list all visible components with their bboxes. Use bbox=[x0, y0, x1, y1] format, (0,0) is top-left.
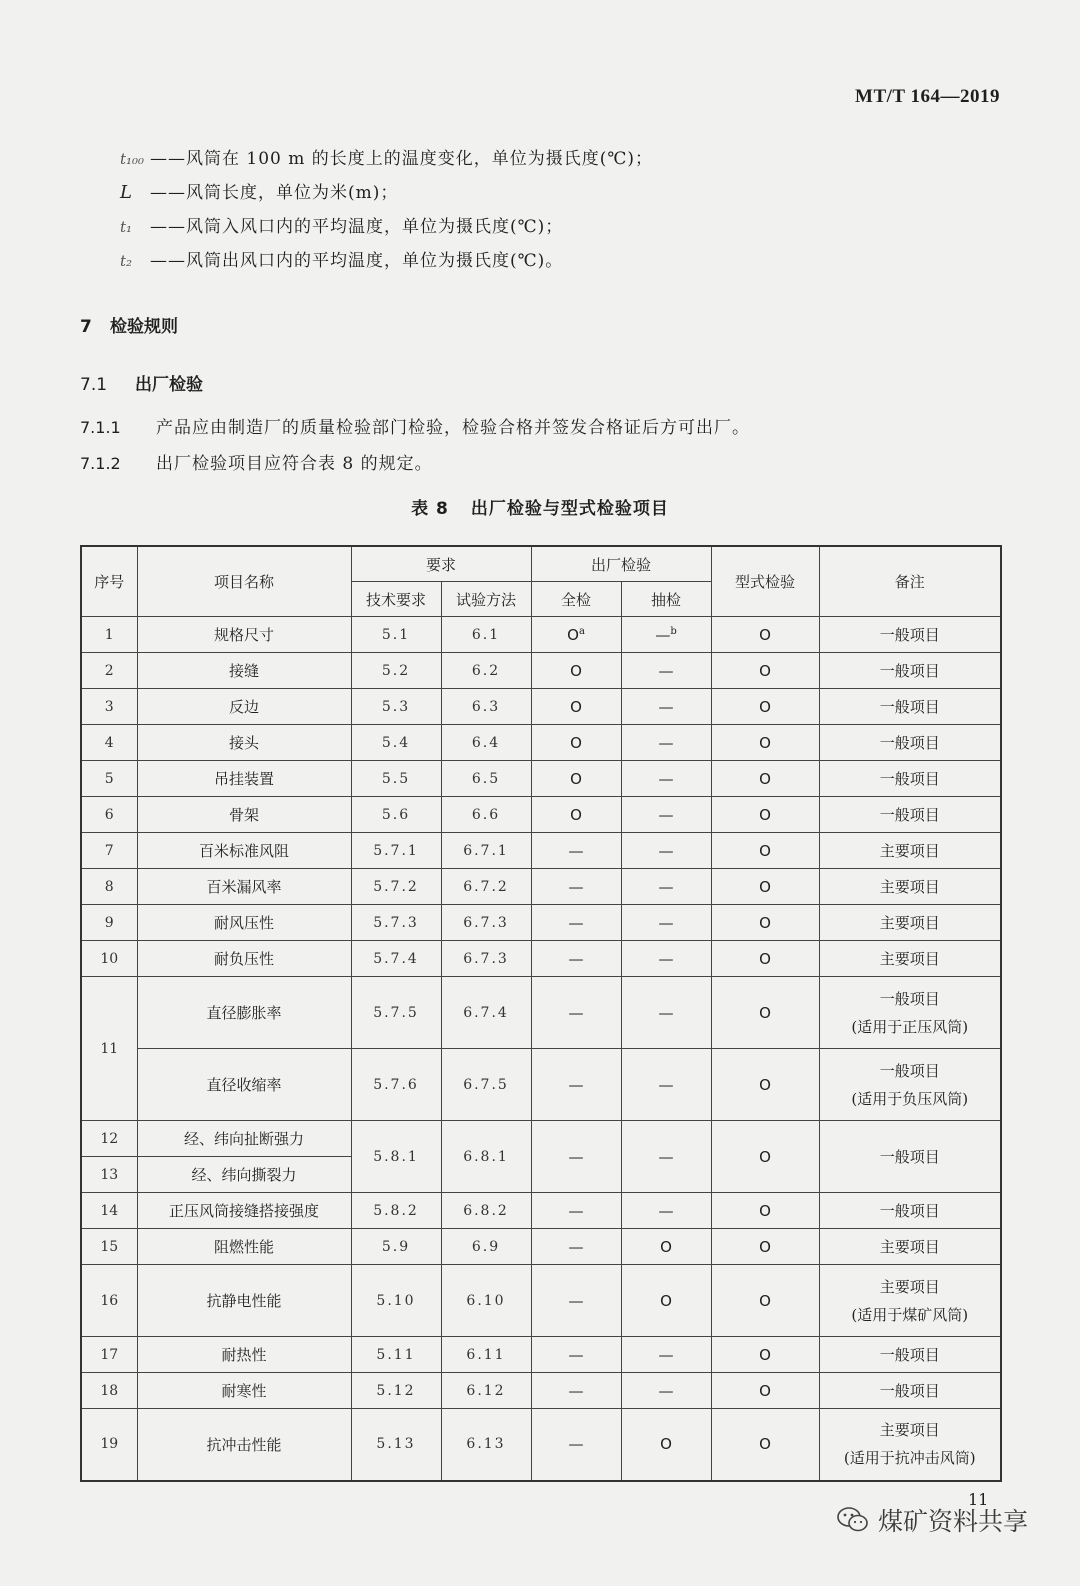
table-row bbox=[81, 761, 1001, 797]
cell-remark: 一般项目 bbox=[819, 1193, 1001, 1229]
cell-full: — bbox=[531, 1049, 621, 1121]
cell-tech: 5.10 bbox=[351, 1265, 441, 1337]
cell-tech: 5.12 bbox=[351, 1373, 441, 1409]
cell-name: 规格尺寸 bbox=[137, 617, 351, 653]
cell-tech: 5.2 bbox=[351, 653, 441, 689]
cell-seq: 14 bbox=[81, 1193, 137, 1229]
cell-seq: 18 bbox=[81, 1373, 137, 1409]
cell-sample: — bbox=[621, 725, 711, 761]
definition-text: ——风筒在 100 m 的长度上的温度变化，单位为摄氏度(℃)； bbox=[150, 149, 654, 169]
cell-full: — bbox=[531, 1193, 621, 1229]
cell-sample: — bbox=[621, 833, 711, 869]
header-requirement: 要求 bbox=[351, 546, 531, 582]
cell-sample: — bbox=[621, 941, 711, 977]
definition-text: ——风筒出风口内的平均温度，单位为摄氏度(℃)。 bbox=[150, 251, 564, 271]
cell-type: O bbox=[711, 833, 819, 869]
header-test-method: 试验方法 bbox=[441, 582, 531, 617]
cell-sample: — bbox=[621, 1049, 711, 1121]
clause-number: 7.1.1 bbox=[80, 418, 121, 437]
cell-method: 6.10 bbox=[441, 1265, 531, 1337]
table-caption bbox=[0, 494, 1080, 519]
cell-full: — bbox=[531, 869, 621, 905]
remark-note: (适用于抗冲击风筒) bbox=[843, 1449, 976, 1468]
remark-line: 一般项目 bbox=[879, 989, 940, 1008]
cell-sample: O bbox=[621, 1265, 711, 1337]
table-row bbox=[81, 1229, 1001, 1265]
table-row bbox=[81, 1337, 1001, 1373]
cell-tech: 5.7.3 bbox=[351, 905, 441, 941]
cell-method: 6.12 bbox=[441, 1373, 531, 1409]
cell-method: 6.8.2 bbox=[441, 1193, 531, 1229]
table-row bbox=[81, 833, 1001, 869]
clause-7-1-2 bbox=[80, 449, 433, 474]
cell-type: O bbox=[711, 1049, 819, 1121]
cell-type: O bbox=[711, 905, 819, 941]
cell-name: 经、纬向撕裂力 bbox=[137, 1157, 351, 1193]
cell-type: O bbox=[711, 1337, 819, 1373]
cell-full: — bbox=[531, 1373, 621, 1409]
cell-method: 6.9 bbox=[441, 1229, 531, 1265]
header-name: 项目名称 bbox=[137, 546, 351, 617]
header-full: 全检 bbox=[531, 582, 621, 617]
table-row bbox=[81, 617, 1001, 653]
cell-remark bbox=[819, 1265, 1001, 1337]
cell-full: — bbox=[531, 905, 621, 941]
cell-tech: 5.7.6 bbox=[351, 1049, 441, 1121]
cell-sample-mark: — bbox=[655, 625, 671, 644]
cell-full: — bbox=[531, 1121, 621, 1193]
cell-tech: 5.5 bbox=[351, 761, 441, 797]
cell-sample: — bbox=[621, 1121, 711, 1193]
cell-sample: O bbox=[621, 1229, 711, 1265]
cell-seq: 3 bbox=[81, 689, 137, 725]
clause-text: 出厂检验项目应符合表 8 的规定。 bbox=[156, 454, 433, 474]
cell-remark: 主要项目 bbox=[819, 1229, 1001, 1265]
definition-symbol: t₂ bbox=[120, 252, 133, 270]
cell-name: 吊挂装置 bbox=[137, 761, 351, 797]
cell-name: 百米标准风阻 bbox=[137, 833, 351, 869]
table-row bbox=[81, 905, 1001, 941]
inspection-items-table bbox=[80, 545, 1002, 1482]
cell-name: 直径收缩率 bbox=[137, 1049, 351, 1121]
cell-remark: 一般项目 bbox=[819, 725, 1001, 761]
standard-code: MT/T 164—2019 bbox=[855, 86, 1000, 107]
clause-7-1-1 bbox=[80, 413, 750, 438]
cell-full: O bbox=[531, 797, 621, 833]
table-row bbox=[81, 1193, 1001, 1229]
cell-seq: 1 bbox=[81, 617, 137, 653]
cell-remark: 一般项目 bbox=[819, 1337, 1001, 1373]
header-sample: 抽检 bbox=[621, 582, 711, 617]
cell-type: O bbox=[711, 1265, 819, 1337]
cell-remark: 主要项目 bbox=[819, 833, 1001, 869]
cell-name: 经、纬向扯断强力 bbox=[137, 1121, 351, 1157]
section-number: 7.1 bbox=[80, 375, 108, 395]
cell-seq: 19 bbox=[81, 1409, 137, 1481]
cell-full: O bbox=[531, 725, 621, 761]
cell-method: 6.7.1 bbox=[441, 833, 531, 869]
cell-tech: 5.7.5 bbox=[351, 977, 441, 1049]
cell-type: O bbox=[711, 941, 819, 977]
cell-method: 6.6 bbox=[441, 797, 531, 833]
cell-sample: — bbox=[621, 1193, 711, 1229]
table-row bbox=[81, 653, 1001, 689]
cell-type: O bbox=[711, 689, 819, 725]
cell-tech: 5.4 bbox=[351, 725, 441, 761]
page-number: 11 bbox=[968, 1490, 989, 1509]
cell-type: O bbox=[711, 725, 819, 761]
cell-method: 6.7.2 bbox=[441, 869, 531, 905]
cell-name: 正压风筒接缝搭接强度 bbox=[137, 1193, 351, 1229]
header-remark: 备注 bbox=[819, 546, 1001, 617]
cell-full: — bbox=[531, 833, 621, 869]
cell-full bbox=[531, 617, 621, 653]
cell-type: O bbox=[711, 1373, 819, 1409]
cell-type: O bbox=[711, 1193, 819, 1229]
cell-method: 6.2 bbox=[441, 653, 531, 689]
cell-type: O bbox=[711, 977, 819, 1049]
cell-full: O bbox=[531, 761, 621, 797]
cell-tech: 5.7.2 bbox=[351, 869, 441, 905]
table-row bbox=[81, 941, 1001, 977]
cell-sample: — bbox=[621, 689, 711, 725]
cell-full: — bbox=[531, 977, 621, 1049]
cell-type: O bbox=[711, 617, 819, 653]
table-title: 出厂检验与型式检验项目 bbox=[470, 499, 669, 519]
cell-remark: 主要项目 bbox=[819, 905, 1001, 941]
cell-type: O bbox=[711, 653, 819, 689]
cell-name: 抗冲击性能 bbox=[137, 1409, 351, 1481]
cell-seq: 9 bbox=[81, 905, 137, 941]
cell-seq: 8 bbox=[81, 869, 137, 905]
cell-seq: 17 bbox=[81, 1337, 137, 1373]
table-row bbox=[81, 1121, 1001, 1157]
cell-seq: 15 bbox=[81, 1229, 137, 1265]
cell-seq: 16 bbox=[81, 1265, 137, 1337]
cell-name: 直径膨胀率 bbox=[137, 977, 351, 1049]
table-row bbox=[81, 1265, 1001, 1337]
definition-symbol: t₁₀₀ bbox=[120, 150, 145, 168]
cell-sample: O bbox=[621, 1409, 711, 1481]
cell-seq: 13 bbox=[81, 1157, 137, 1193]
cell-full: O bbox=[531, 689, 621, 725]
cell-sample: — bbox=[621, 797, 711, 833]
cell-remark: 一般项目 bbox=[819, 1373, 1001, 1409]
cell-name: 反边 bbox=[137, 689, 351, 725]
cell-name: 耐负压性 bbox=[137, 941, 351, 977]
cell-sample: — bbox=[621, 761, 711, 797]
remark-line: 一般项目 bbox=[879, 1061, 940, 1080]
table-row bbox=[81, 869, 1001, 905]
cell-method: 6.7.5 bbox=[441, 1049, 531, 1121]
section-title: 检验规则 bbox=[110, 317, 178, 337]
cell-sample bbox=[621, 617, 711, 653]
cell-name: 耐风压性 bbox=[137, 905, 351, 941]
table-row bbox=[81, 1373, 1001, 1409]
cell-sample: — bbox=[621, 653, 711, 689]
cell-method: 6.3 bbox=[441, 689, 531, 725]
cell-remark bbox=[819, 1049, 1001, 1121]
table-row bbox=[81, 725, 1001, 761]
cell-method: 6.7.3 bbox=[441, 941, 531, 977]
cell-full: — bbox=[531, 1337, 621, 1373]
cell-method: 6.1 bbox=[441, 617, 531, 653]
cell-sample: — bbox=[621, 905, 711, 941]
header-tech-req: 技术要求 bbox=[351, 582, 441, 617]
header-type-inspection: 型式检验 bbox=[711, 546, 819, 617]
wechat-icon bbox=[836, 1506, 870, 1534]
definition-text: ——风筒入风口内的平均温度，单位为摄氏度(℃)； bbox=[150, 217, 564, 237]
cell-name: 耐寒性 bbox=[137, 1373, 351, 1409]
definition-symbol: t₁ bbox=[120, 218, 133, 236]
cell-remark bbox=[819, 1409, 1001, 1481]
cell-remark: 一般项目 bbox=[819, 689, 1001, 725]
cell-full-mark: O bbox=[567, 625, 579, 644]
cell-seq: 11 bbox=[81, 977, 137, 1121]
cell-sample: — bbox=[621, 1337, 711, 1373]
clause-number: 7.1.2 bbox=[80, 454, 121, 473]
cell-method: 6.5 bbox=[441, 761, 531, 797]
definition-symbol: L bbox=[120, 182, 132, 203]
remark-note: (适用于负压风筒) bbox=[851, 1089, 969, 1108]
cell-sample: — bbox=[621, 977, 711, 1049]
table-row bbox=[81, 977, 1001, 1049]
cell-name: 接头 bbox=[137, 725, 351, 761]
cell-name: 抗静电性能 bbox=[137, 1265, 351, 1337]
header-seq: 序号 bbox=[81, 546, 137, 617]
cell-tech: 5.9 bbox=[351, 1229, 441, 1265]
cell-seq: 5 bbox=[81, 761, 137, 797]
cell-full: O bbox=[531, 653, 621, 689]
table-row bbox=[81, 1409, 1001, 1481]
cell-remark: 一般项目 bbox=[819, 653, 1001, 689]
watermark-text: 煤矿资料共享 bbox=[878, 1507, 1029, 1536]
cell-name: 接缝 bbox=[137, 653, 351, 689]
cell-remark: 一般项目 bbox=[819, 761, 1001, 797]
cell-remark: 主要项目 bbox=[819, 941, 1001, 977]
section-title: 出厂检验 bbox=[135, 375, 203, 395]
table-row bbox=[81, 797, 1001, 833]
cell-method: 6.4 bbox=[441, 725, 531, 761]
cell-tech: 5.7.4 bbox=[351, 941, 441, 977]
cell-full: — bbox=[531, 1265, 621, 1337]
table-row bbox=[81, 1049, 1001, 1121]
cell-name: 阻燃性能 bbox=[137, 1229, 351, 1265]
clause-text: 产品应由制造厂的质量检验部门检验，检验合格并签发合格证后方可出厂。 bbox=[156, 418, 750, 438]
section-number: 7 bbox=[80, 317, 92, 337]
cell-tech: 5.13 bbox=[351, 1409, 441, 1481]
cell-remark: 一般项目 bbox=[819, 617, 1001, 653]
cell-seq: 12 bbox=[81, 1121, 137, 1157]
cell-type: O bbox=[711, 761, 819, 797]
cell-tech: 5.3 bbox=[351, 689, 441, 725]
cell-name: 骨架 bbox=[137, 797, 351, 833]
cell-tech: 5.1 bbox=[351, 617, 441, 653]
cell-method: 6.7.3 bbox=[441, 905, 531, 941]
cell-tech: 5.11 bbox=[351, 1337, 441, 1373]
cell-type: O bbox=[711, 1229, 819, 1265]
cell-type: O bbox=[711, 797, 819, 833]
cell-tech: 5.8.1 bbox=[351, 1121, 441, 1193]
footnote-b: b bbox=[670, 625, 677, 637]
remark-line: 主要项目 bbox=[879, 1421, 940, 1440]
cell-sample: — bbox=[621, 1373, 711, 1409]
cell-type: O bbox=[711, 1121, 819, 1193]
cell-seq: 2 bbox=[81, 653, 137, 689]
definition-text: ——风筒长度，单位为米(m)； bbox=[150, 183, 399, 203]
cell-remark: 一般项目 bbox=[819, 797, 1001, 833]
cell-tech: 5.6 bbox=[351, 797, 441, 833]
section-heading-7 bbox=[80, 312, 178, 337]
cell-tech: 5.8.2 bbox=[351, 1193, 441, 1229]
cell-method: 6.13 bbox=[441, 1409, 531, 1481]
cell-seq: 4 bbox=[81, 725, 137, 761]
cell-sample: — bbox=[621, 869, 711, 905]
cell-seq: 10 bbox=[81, 941, 137, 977]
cell-seq: 7 bbox=[81, 833, 137, 869]
watermark bbox=[836, 1502, 1028, 1538]
table-number: 表 8 bbox=[411, 499, 449, 519]
cell-method: 6.7.4 bbox=[441, 977, 531, 1049]
cell-tech: 5.7.1 bbox=[351, 833, 441, 869]
remark-note: (适用于煤矿风筒) bbox=[851, 1305, 969, 1324]
cell-name: 百米漏风率 bbox=[137, 869, 351, 905]
header-factory-inspection: 出厂检验 bbox=[531, 546, 711, 582]
cell-remark bbox=[819, 977, 1001, 1049]
cell-name: 耐热性 bbox=[137, 1337, 351, 1373]
cell-type: O bbox=[711, 1409, 819, 1481]
footnote-a: a bbox=[578, 625, 585, 637]
table-row bbox=[81, 689, 1001, 725]
remark-note: (适用于正压风筒) bbox=[851, 1017, 969, 1036]
section-heading-7-1 bbox=[80, 370, 203, 395]
cell-seq: 6 bbox=[81, 797, 137, 833]
remark-line: 主要项目 bbox=[879, 1277, 940, 1296]
cell-full: — bbox=[531, 1229, 621, 1265]
cell-full: — bbox=[531, 941, 621, 977]
cell-method: 6.8.1 bbox=[441, 1121, 531, 1193]
cell-full: — bbox=[531, 1409, 621, 1481]
cell-type: O bbox=[711, 869, 819, 905]
cell-remark: 一般项目 bbox=[819, 1121, 1001, 1193]
cell-method: 6.11 bbox=[441, 1337, 531, 1373]
cell-remark: 主要项目 bbox=[819, 869, 1001, 905]
